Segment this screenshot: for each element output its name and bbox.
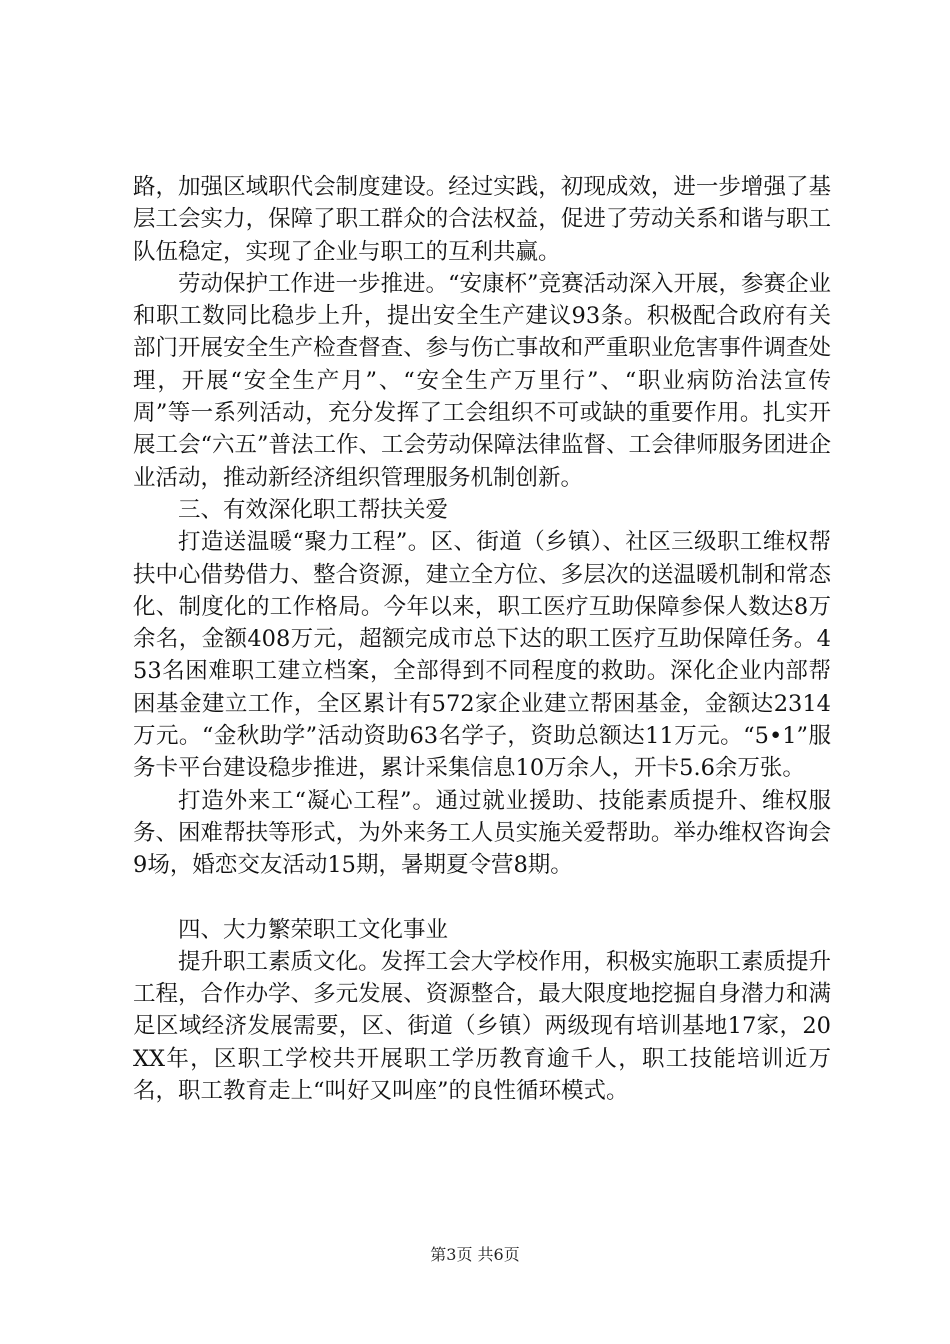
page-footer: 第3页 共6页 bbox=[430, 1245, 520, 1264]
paragraph-labor-protection: 劳动保护工作进一步推进。“安康杯”竞赛活动深入开展，参赛企业和职工数同比稳步上升，提出安全生产建议93条。积极配合政府有关部门开展安全生产检查督查、参与伤亡事故和严重职业危害事件调查处理，开展“安全生产月”、“安全生产万里行”、“职业病防治法宣传周”等一系列活动，充分发挥了工会组织不可或缺的重要作用。扎实开展工会“六五”普法工作、工会劳动保障法律监督、工会律师服务团进企业活动，推动新经济组织管理服务机制创新。 bbox=[133, 270, 832, 491]
document-body bbox=[133, 171, 831, 1107]
paragraph-warmth-project: 打造送温暖“聚力工程”。区、街道（乡镇）、社区三级职工维权帮扶中心借势借力、整合资源，建立全方位、多层次的送温暖机制和常态化、制度化的工作格局。今年以来，职工医疗互助保障参保人数达8万余名，金额408万元，超额完成市总下达的职工医疗互助保障任务。453名困难职工建立档案，全部得到不同程度的救助。深化企业内部帮困基金建立工作，全区累计有572家企业建立帮困基金，金额达2314万元。“金秋助学”活动资助63名学子，资助总额达11万元。“5•1”服务卡平台建设稳步推进，累计采集信息10万余人，开卡5.6余万张。 bbox=[133, 529, 831, 782]
paragraph-continuation: 路，加强区域职代会制度建设。经过实践，初现成效，进一步增强了基层工会实力，保障了职工群众的合法权益，促进了劳动关系和谐与职工队伍稳定，实现了企业与职工的互利共赢。 bbox=[133, 174, 831, 265]
paragraph-gap bbox=[133, 882, 831, 914]
section-heading-4: 四、大力繁荣职工文化事业 bbox=[178, 916, 449, 943]
section-heading-3: 三、有效深化职工帮扶关爱 bbox=[178, 496, 449, 523]
paragraph-quality-culture: 提升职工素质文化。发挥工会大学校作用，积极实施职工素质提升工程，合作办学、多元发展、资源整合，最大限度地挖掘自身潜力和满足区域经济发展需要，区、街道（乡镇）两级现有培训基地17家，20XX年，区职工学校共开展职工学历教育逾千人，职工技能培训近万名，职工教育走上“叫好又叫座”的良性循环模式。 bbox=[133, 948, 831, 1105]
paragraph-migrant-project: 打造外来工“凝心工程”。通过就业援助、技能素质提升、维权服务、困难帮扶等形式，为外来务工人员实施关爱帮助。举办维权咨询会9场，婚恋交友活动15期，暑期夏令营8期。 bbox=[133, 787, 831, 879]
